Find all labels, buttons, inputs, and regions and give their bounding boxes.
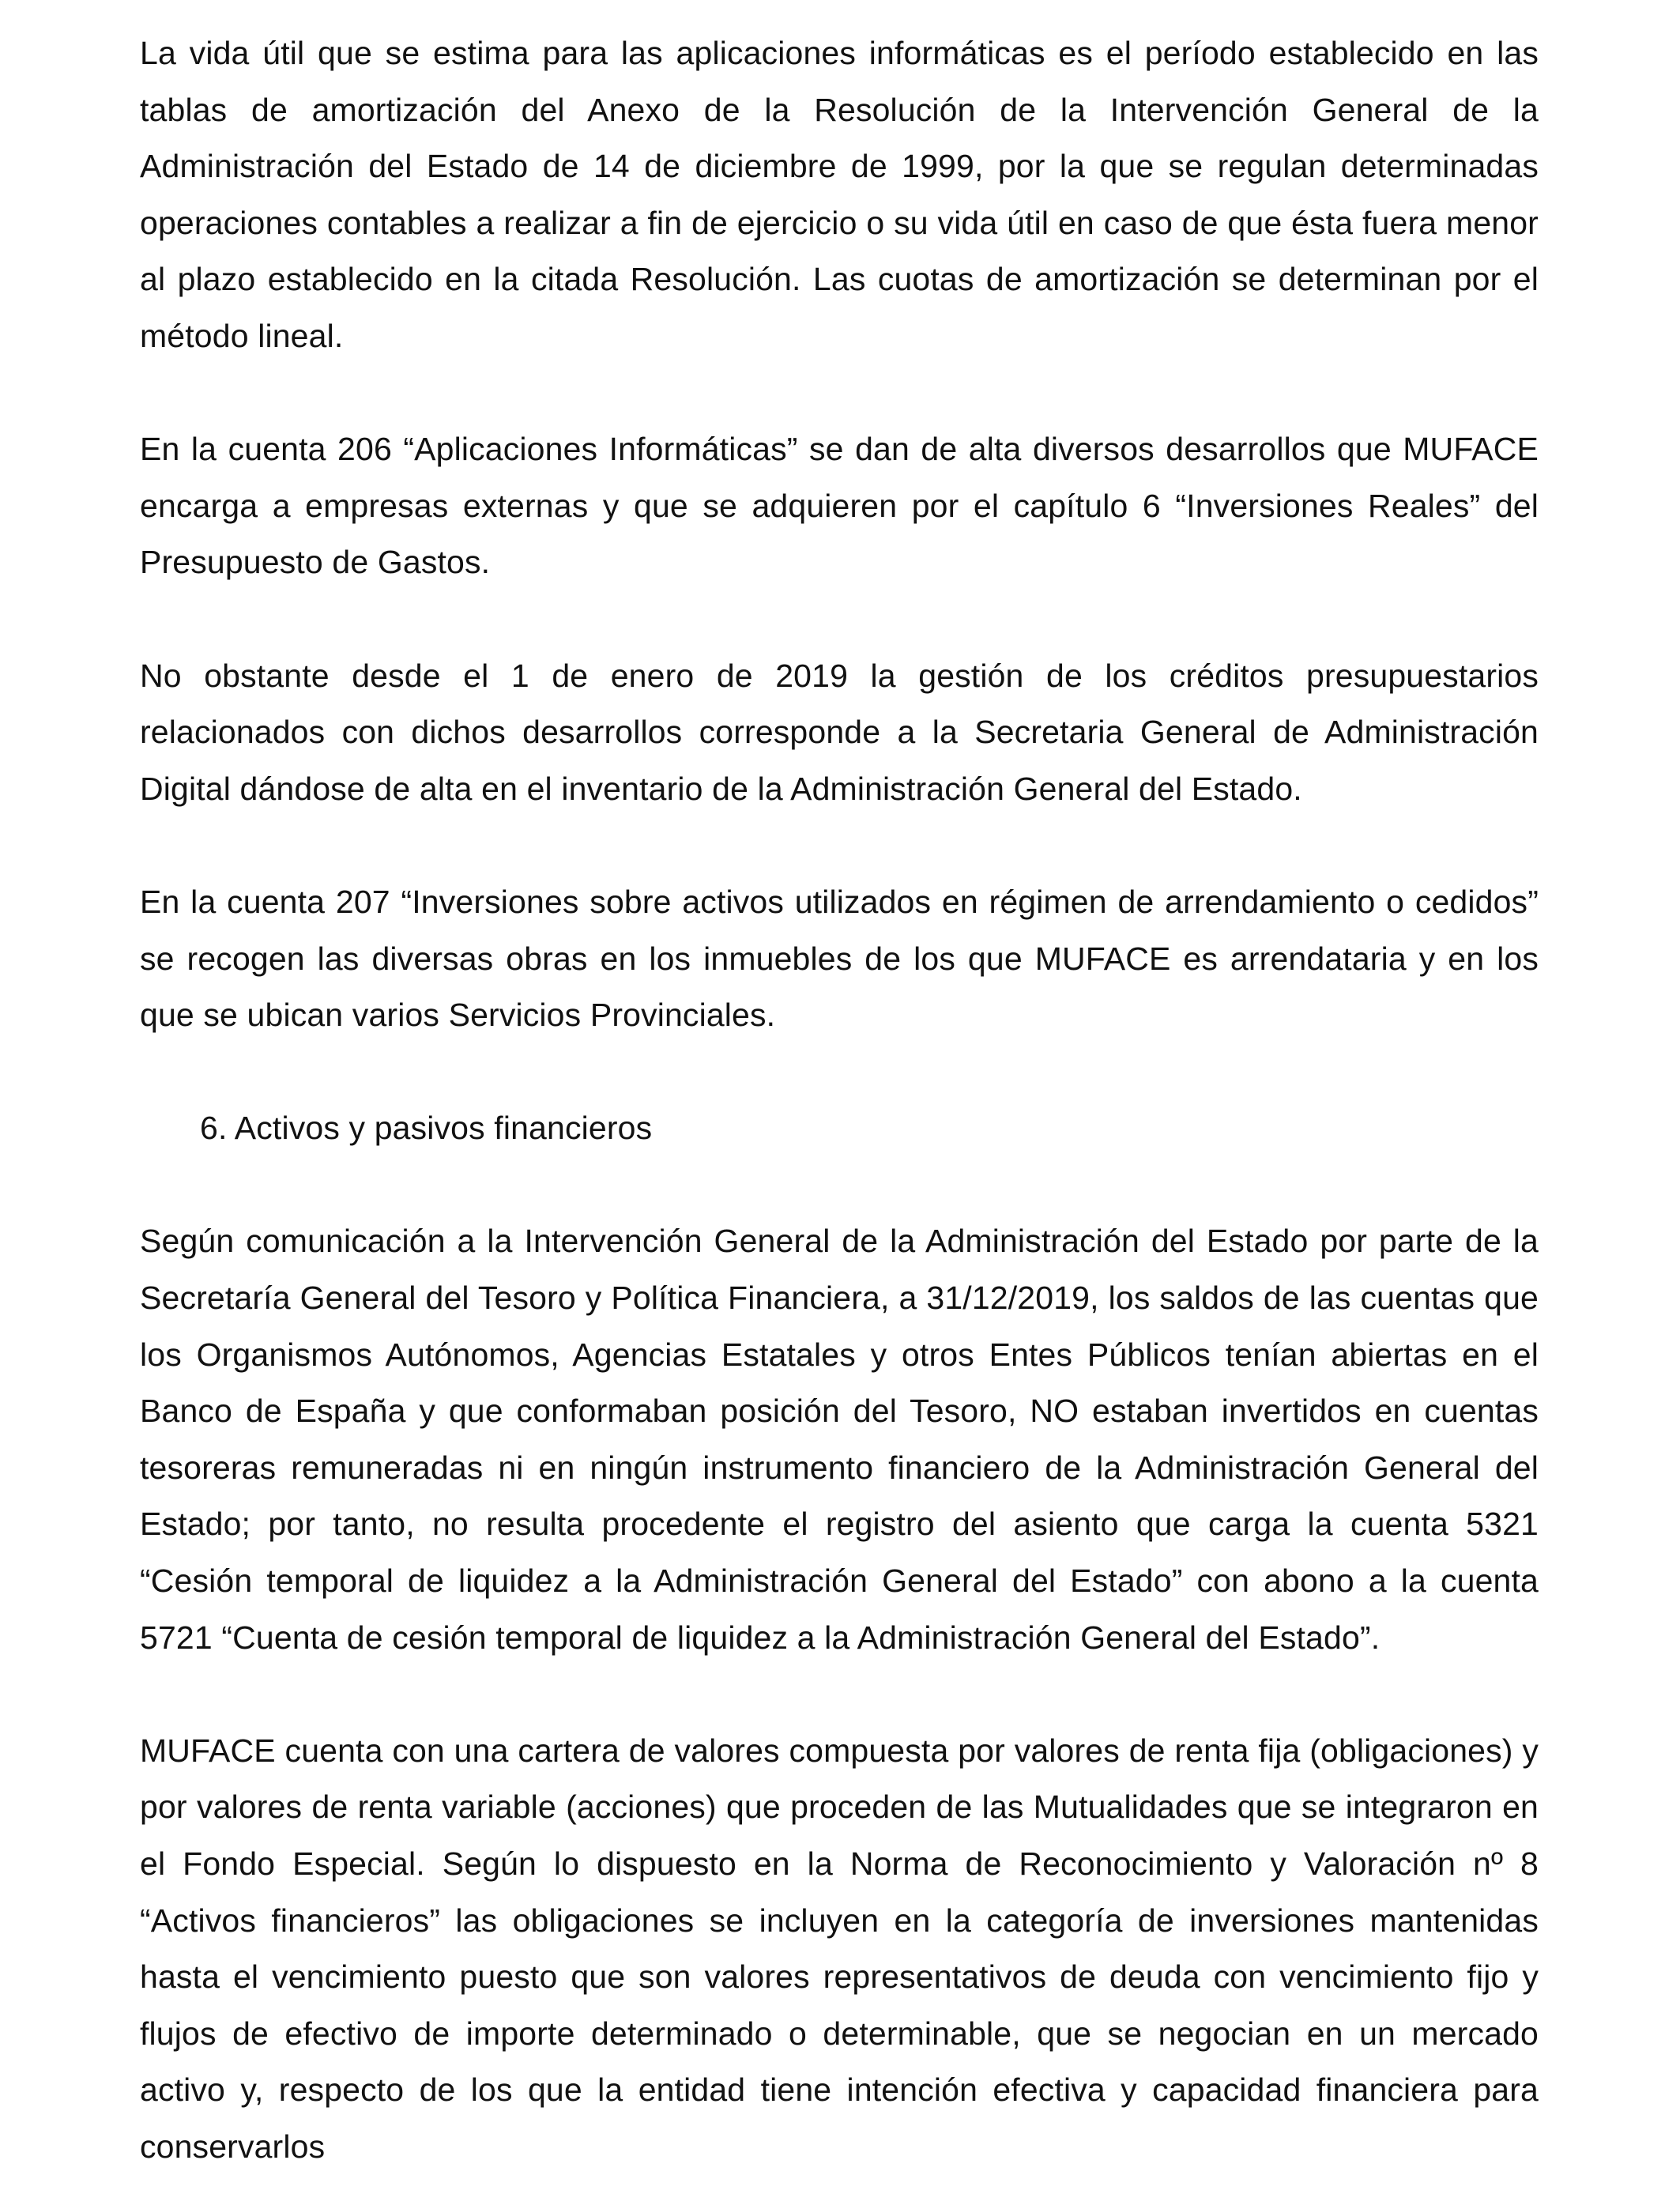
- paragraph-no-obstante: No obstante desde el 1 de enero de 2019 la gestión de los créditos presupuestarios relacionados con dichos desarrollos corresponde a la Secretaria General de Administración Digital dándose de alta en el inventario de la Administración General del Estado.: [140, 657, 1539, 807]
- paragraph-cartera-valores: MUFACE cuenta con una cartera de valores compuesta por valores de renta fija (obligaciones) y por valores de renta variable (acciones) que proceden de las Mutualidades que se integraron en el Fondo Especial. Según lo dispuesto en la Norma de Reconocimiento y Valoración nº 8 “Activos financieros” las obligaciones se incluyen en la categoría de inversiones mantenidas hasta el vencimiento puesto que son valores representativos de deuda con vencimiento fijo y flujos de efectivo de importe determinado o determinable, que se negocian en un mercado activo y, respecto de los que la entidad tiene intención efectiva y capacidad financiera para conservarlos: [140, 1732, 1539, 2165]
- paragraph-vida-util: La vida útil que se estima para las aplicaciones informáticas es el período establecido en las tablas de amortización del Anexo de la Resolución de la Intervención General de la Administración del Estado de 14 de diciembre de 1999, por la que se regulan determinadas operaciones contables a realizar a fin de ejercicio o su vida útil en caso de que ésta fuera menor al plazo establecido en la citada Resolución. Las cuotas de amortización se determinan por el método lineal.: [140, 35, 1539, 354]
- paragraph-cuenta-206: En la cuenta 206 “Aplicaciones Informáticas” se dan de alta diversos desarrollos que MUFACE encarga a empresas externas y que se adquieren por el capítulo 6 “Inversiones Reales” del Presupuesto de Gastos.: [140, 431, 1539, 581]
- paragraph-cuenta-207: En la cuenta 207 “Inversiones sobre activos utilizados en régimen de arrendamiento o cedidos” se recogen las diversas obras en los inmuebles de los que MUFACE es arrendataria y en los que se ubican varios Servicios Provinciales.: [140, 883, 1539, 1034]
- paragraph-segun-comunicacion: Según comunicación a la Intervención General de la Administración del Estado por parte de la Secretaría General del Tesoro y Política Financiera, a 31/12/2019, los saldos de las cuentas que los Organismos Autónomos, Agencias Estatales y otros Entes Públicos tenían abiertas en el Banco de España y que conformaban posición del Tesoro, NO estaban invertidos en cuentas tesoreras remuneradas ni en ningún instrumento financiero de la Administración General del Estado; por tanto, no resulta procedente el registro del asiento que carga la cuenta 5321 “Cesión temporal de liquidez a la Administración General del Estado” con abono a la cuenta 5721 “Cuenta de cesión temporal de liquidez a la Administración General del Estado”.: [140, 1223, 1539, 1656]
- document-body: [140, 25, 1539, 2176]
- section-heading: 6. Activos y pasivos financieros: [200, 1110, 653, 1147]
